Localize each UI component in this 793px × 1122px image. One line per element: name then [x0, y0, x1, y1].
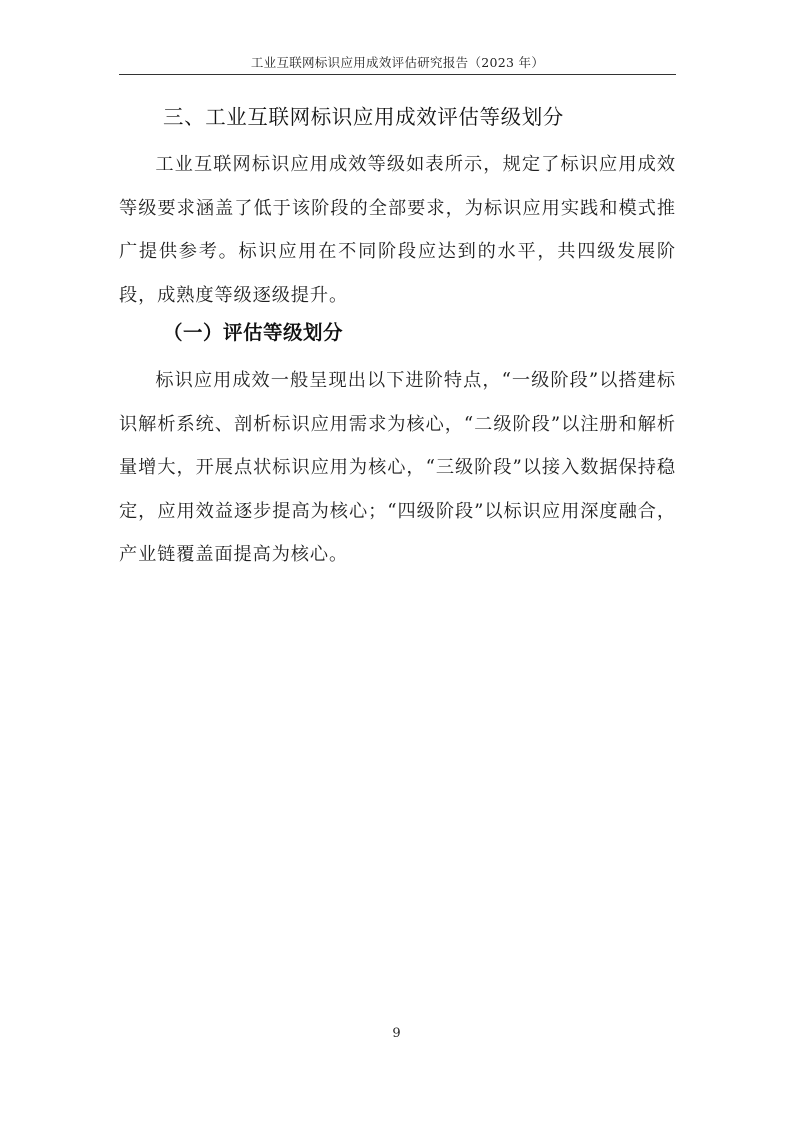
subsection-heading: （一）评估等级划分 — [163, 321, 344, 344]
header-divider — [119, 74, 676, 75]
subsection-paragraph: 标识应用成效一般呈现出以下进阶特点，“一级阶段”以搭建标识解析系统、剖析标识应用需求为核心，“二级阶段”以注册和解析量增大，开展点状标识应用为核心，“三级阶段”以接入数据保持稳定，应用效益逐步提高为核心；“四级阶段”以标识应用深度融合，产业链覆盖面提高为核心。 — [119, 370, 676, 565]
intro-paragraph: 工业互联网标识应用成效等级如表所示，规定了标识应用成效等级要求涵盖了低于该阶段的全部要求，为标识应用实践和模式推广提供参考。标识应用在不同阶段应达到的水平，共四级发展阶段，成熟度等级逐级提升。 — [119, 154, 676, 306]
page-number: 9 — [392, 1026, 401, 1041]
section-heading: 三、工业互联网标识应用成效评估等级划分 — [163, 105, 564, 129]
running-header: 工业互联网标识应用成效评估研究报告（2023 年） — [250, 55, 545, 70]
